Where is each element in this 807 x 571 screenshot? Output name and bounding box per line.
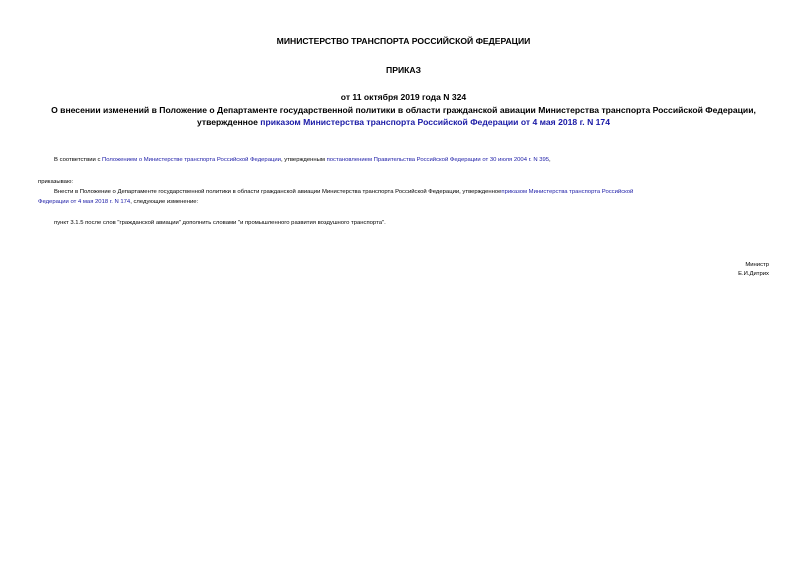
title-order-link[interactable]: приказом Министерства транспорта Российской Федерации от 4 мая 2018 г. N 174 <box>260 117 610 127</box>
doc-type-heading: ПРИКАЗ <box>386 65 421 75</box>
signature-name: Е.И.Дитрих <box>738 271 769 277</box>
regulation-link[interactable]: Положением о Министерстве транспорта Российской Федерации <box>102 157 281 163</box>
ministry-heading: МИНИСТЕРСТВО ТРАНСПОРТА РОССИЙСКОЙ ФЕДЕРАЦИИ <box>276 36 531 46</box>
signature-position: Министр <box>745 262 769 268</box>
paragraph-basis <box>54 156 551 165</box>
paragraph-amend-line-1 <box>54 188 633 197</box>
p1-prefix: В соответствии с <box>54 157 103 163</box>
order-174-link-part-a[interactable]: приказом Министерства транспорта Российской <box>501 189 634 195</box>
p1-mid: , утвержденным <box>280 157 327 163</box>
order-date-number: от 11 октября 2019 года N 324 <box>340 92 467 102</box>
paragraph-order: приказываю: <box>38 179 74 185</box>
paragraph-amend-line-2 <box>38 198 198 207</box>
document-title <box>30 104 777 128</box>
order-174-link-part-b[interactable]: Федерации от 4 мая 2018 г. N 174 <box>38 199 131 205</box>
p3-suffix: , следующие изменение: <box>130 199 199 205</box>
title-line-1: О внесении изменений в Положение о Департаменте государственной политики в области гражданской авиации Министерства транспорта Российской Федерации, <box>51 105 756 115</box>
title-line-2-prefix: утвержденное <box>196 117 261 127</box>
p3-prefix: Внести в Положение о Департаменте государственной политики в области гражданской авиации Министерства транспорта Российской Федерации, утвержденное <box>54 189 502 195</box>
p1-suffix: , <box>549 157 551 163</box>
government-decree-link[interactable]: постановлением Правительства Российской Федерации от 30 июля 2004 г. N 395 <box>326 157 550 163</box>
paragraph-item-change: пункт 3.1.5 после слов "гражданской авиации" дополнить словами "и промышленного развития воздушного транспорта". <box>54 220 386 226</box>
